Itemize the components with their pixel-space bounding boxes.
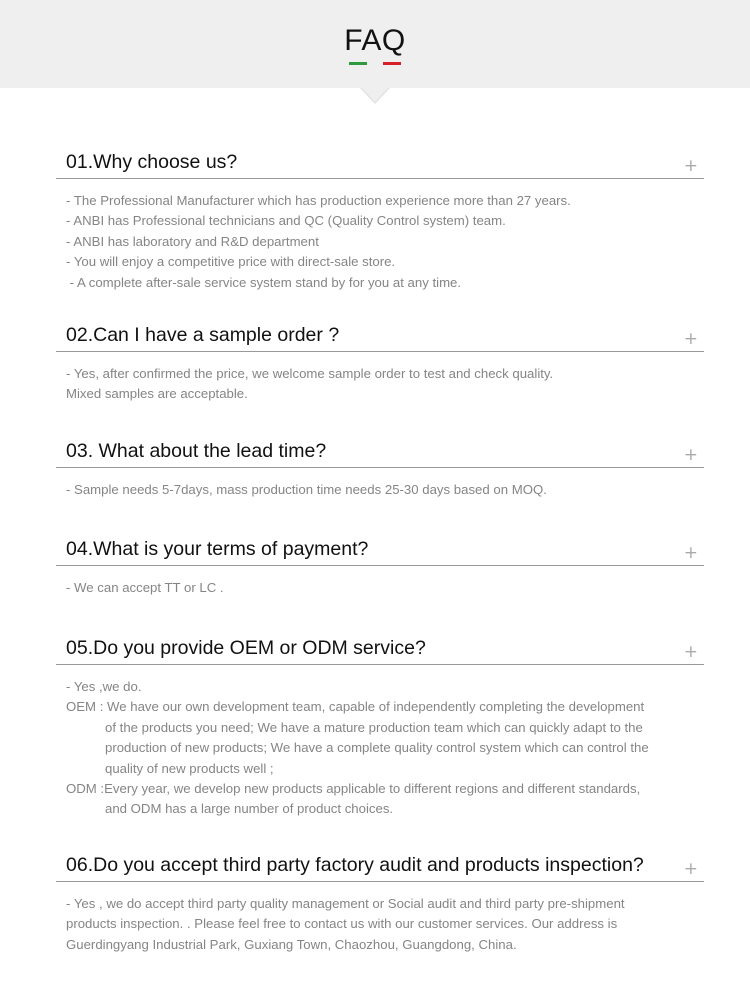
answer-line: - Yes ,we do. [66,679,142,694]
answer-line: Guerdingyang Industrial Park, Guxiang Town, Chaozhou, Guangdong, China. [66,936,517,952]
plus-icon[interactable]: + [683,543,698,563]
faq-item [56,324,704,405]
red-bar [383,62,401,65]
faq-item [56,538,704,598]
answer-line: - Yes, after confirmed the price, we welcome sample order to test and check quality. [66,366,554,381]
plus-icon[interactable]: + [683,859,698,879]
faq-question: 02.Can I have a sample order ? [66,324,340,346]
faq-answer [56,468,704,500]
faq-item [56,440,704,500]
answer-line: production of new products; We have a complete quality control system which can control the [105,740,649,756]
answer-line: - ANBI has Professional technicians and QC (Quality Control system) team. [66,213,506,229]
faq-answer [56,566,704,598]
answer-line: - A complete after-sale service system stand by for you at any time. [66,274,462,290]
faq-question: 05.Do you provide OEM or ODM service? [66,637,426,659]
faq-header [0,0,750,88]
answer-line: - ANBI has laboratory and R&D department [66,233,319,249]
answer-line: - Yes , we do accept third party quality management or Social audit and third party pre-shipment [66,896,625,911]
faq-item [56,151,704,293]
answer-line: of the products you need; We have a mature production team which can quickly adapt to the [105,719,643,735]
faq-question-row[interactable] [56,324,704,352]
answer-line: ODM :Every year, we develop new products applicable to different regions and different standards, [66,781,641,797]
answer-line: - Sample needs 5-7days, mass production time needs 25-30 days based on MOQ. [66,482,547,497]
faq-question-row[interactable] [56,854,704,882]
answer-line: - You will enjoy a competitive price with direct-sale store. [66,254,396,270]
answer-line: OEM : We have our own development team, capable of independently completing the development [66,699,645,715]
answer-line: quality of new products well ; [105,760,274,776]
faq-question: 01.Why choose us? [66,151,238,173]
answer-line: - We can accept TT or LC . [66,580,224,595]
plus-icon[interactable]: + [683,156,698,176]
faq-item [56,854,704,955]
faq-answer [56,179,704,293]
faq-question-row[interactable] [56,440,704,468]
answer-line: products inspection. . Please feel free to contact us with our customer services. Our address is [66,916,618,932]
faq-answer [56,665,704,820]
answer-line: Mixed samples are acceptable. [66,386,248,402]
header-notch [361,87,389,102]
faq-answer [56,352,704,405]
answer-line: - The Professional Manufacturer which has production experience more than 27 years. [66,193,571,208]
faq-question-row[interactable] [56,151,704,179]
faq-question: 03. What about the lead time? [66,440,327,462]
plus-icon[interactable]: + [683,445,698,465]
answer-line: and ODM has a large number of product choices. [105,801,394,817]
plus-icon[interactable]: + [683,329,698,349]
faq-question-row[interactable] [56,538,704,566]
faq-question: 06.Do you accept third party factory audit and products inspection? [66,854,644,876]
faq-answer [56,882,704,955]
faq-question: 04.What is your terms of payment? [66,538,369,560]
green-bar [349,62,367,65]
plus-icon[interactable]: + [683,642,698,662]
page-title: FAQ [344,24,406,57]
faq-item [56,637,704,820]
title-underline-decoration [349,62,401,66]
faq-question-row[interactable] [56,637,704,665]
